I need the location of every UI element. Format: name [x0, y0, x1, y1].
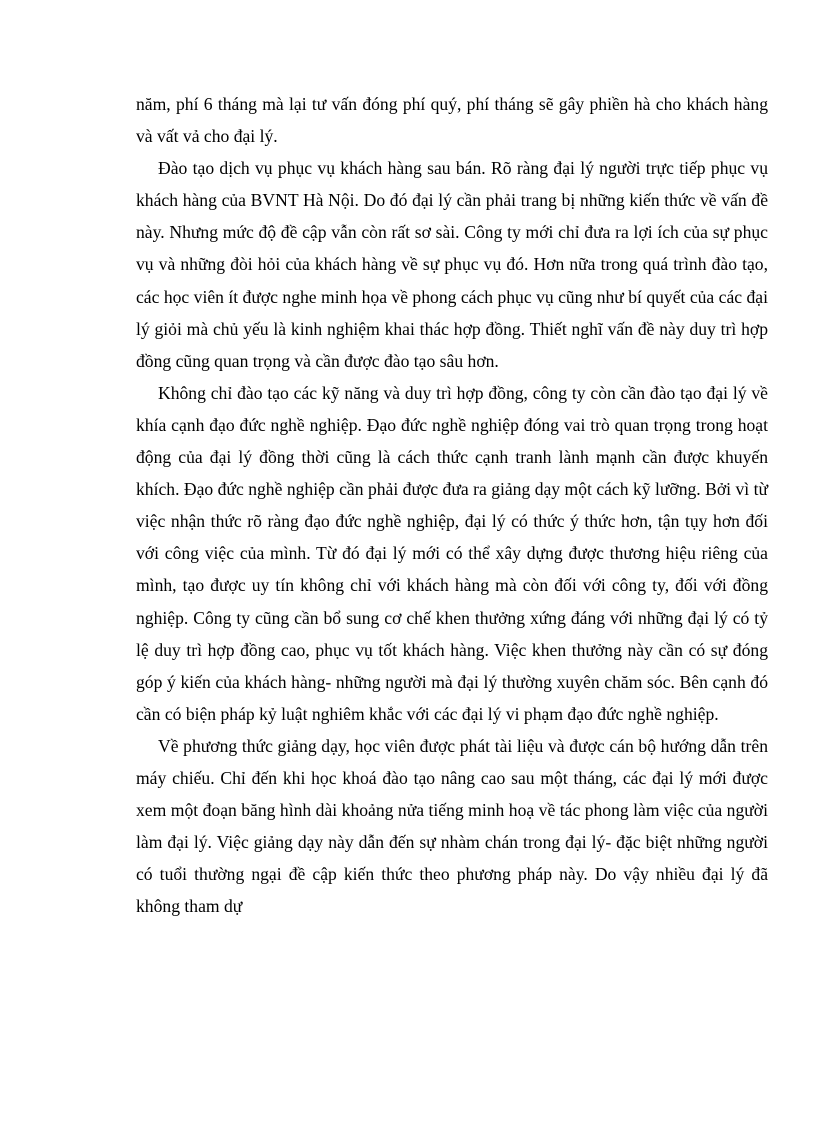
document-page: [136, 88, 768, 922]
paragraph-professional-ethics: Không chỉ đào tạo các kỹ năng và duy trì hợp đồng, công ty còn cần đào tạo đại lý về khía cạnh đạo đức nghề nghiệp. Đạo đức nghề nghiệp đóng vai trò quan trọng trong hoạt động của đại lý đồng thời cũng là cách thức cạnh tranh lành mạnh cần được khuyến khích. Đạo đức nghề nghiệp cần phải được đưa ra giảng dạy một cách kỹ lưỡng. Bởi vì từ việc nhận thức rõ ràng đạo đức nghề nghiệp, đại lý có thức ý thức hơn, tận tụy hơn đối với công việc của mình. Từ đó đại lý mới có thể xây dựng được thương hiệu riêng của mình, tạo được uy tín không chỉ với khách hàng mà còn đối với công ty, đối với đồng nghiệp. Công ty cũng cần bổ sung cơ chế khen thưởng xứng đáng với những đại lý có tỷ lệ duy trì hợp đồng cao, phục vụ tốt khách hàng. Việc khen thưởng này cần có sự đóng góp ý kiến của khách hàng- những người mà đại lý thường xuyên chăm sóc. Bên cạnh đó cần có biện pháp kỷ luật nghiêm khắc với các đại lý vi phạm đạo đức nghề nghiệp.: [136, 382, 768, 724]
paragraph-after-sales-training: Đào tạo dịch vụ phục vụ khách hàng sau bán. Rõ ràng đại lý người trực tiếp phục vụ khách hàng của BVNT Hà Nội. Do đó đại lý cần phải trang bị những kiến thức về vấn đề này. Nhưng mức độ đề cập vẫn còn rất sơ sài. Công ty mới chỉ đưa ra lợi ích của sự phục vụ và những đòi hỏi của khách hàng về sự phục vụ đó. Hơn nữa trong quá trình đào tạo, các học viên ít được nghe minh họa về phong cách phục vụ cũng như bí quyết của các đại lý giỏi mà chủ yếu là kinh nghiệm khai thác hợp đồng. Thiết nghĩ vấn đề này duy trì hợp đồng cũng quan trọng và cần được đào tạo sâu hơn.: [136, 158, 768, 371]
paragraph-continuation: năm, phí 6 tháng mà lại tư vấn đóng phí quý, phí tháng sẽ gây phiền hà cho khách hàng và vất vả cho đại lý.: [136, 94, 768, 147]
paragraph-teaching-method: Về phương thức giảng dạy, học viên được phát tài liệu và được cán bộ hướng dẫn trên máy chiếu. Chỉ đến khi học khoá đào tạo nâng cao sau một tháng, các đại lý mới được xem một đoạn băng hình dài khoảng nửa tiếng minh hoạ về tác phong làm việc của người làm đại lý. Việc giảng dạy này dẫn đến sự nhàm chán trong đại lý- đặc biệt những người có tuổi thường ngại đề cập kiến thức theo phương pháp này. Do vậy nhiều đại lý đã không tham dự: [136, 735, 768, 917]
